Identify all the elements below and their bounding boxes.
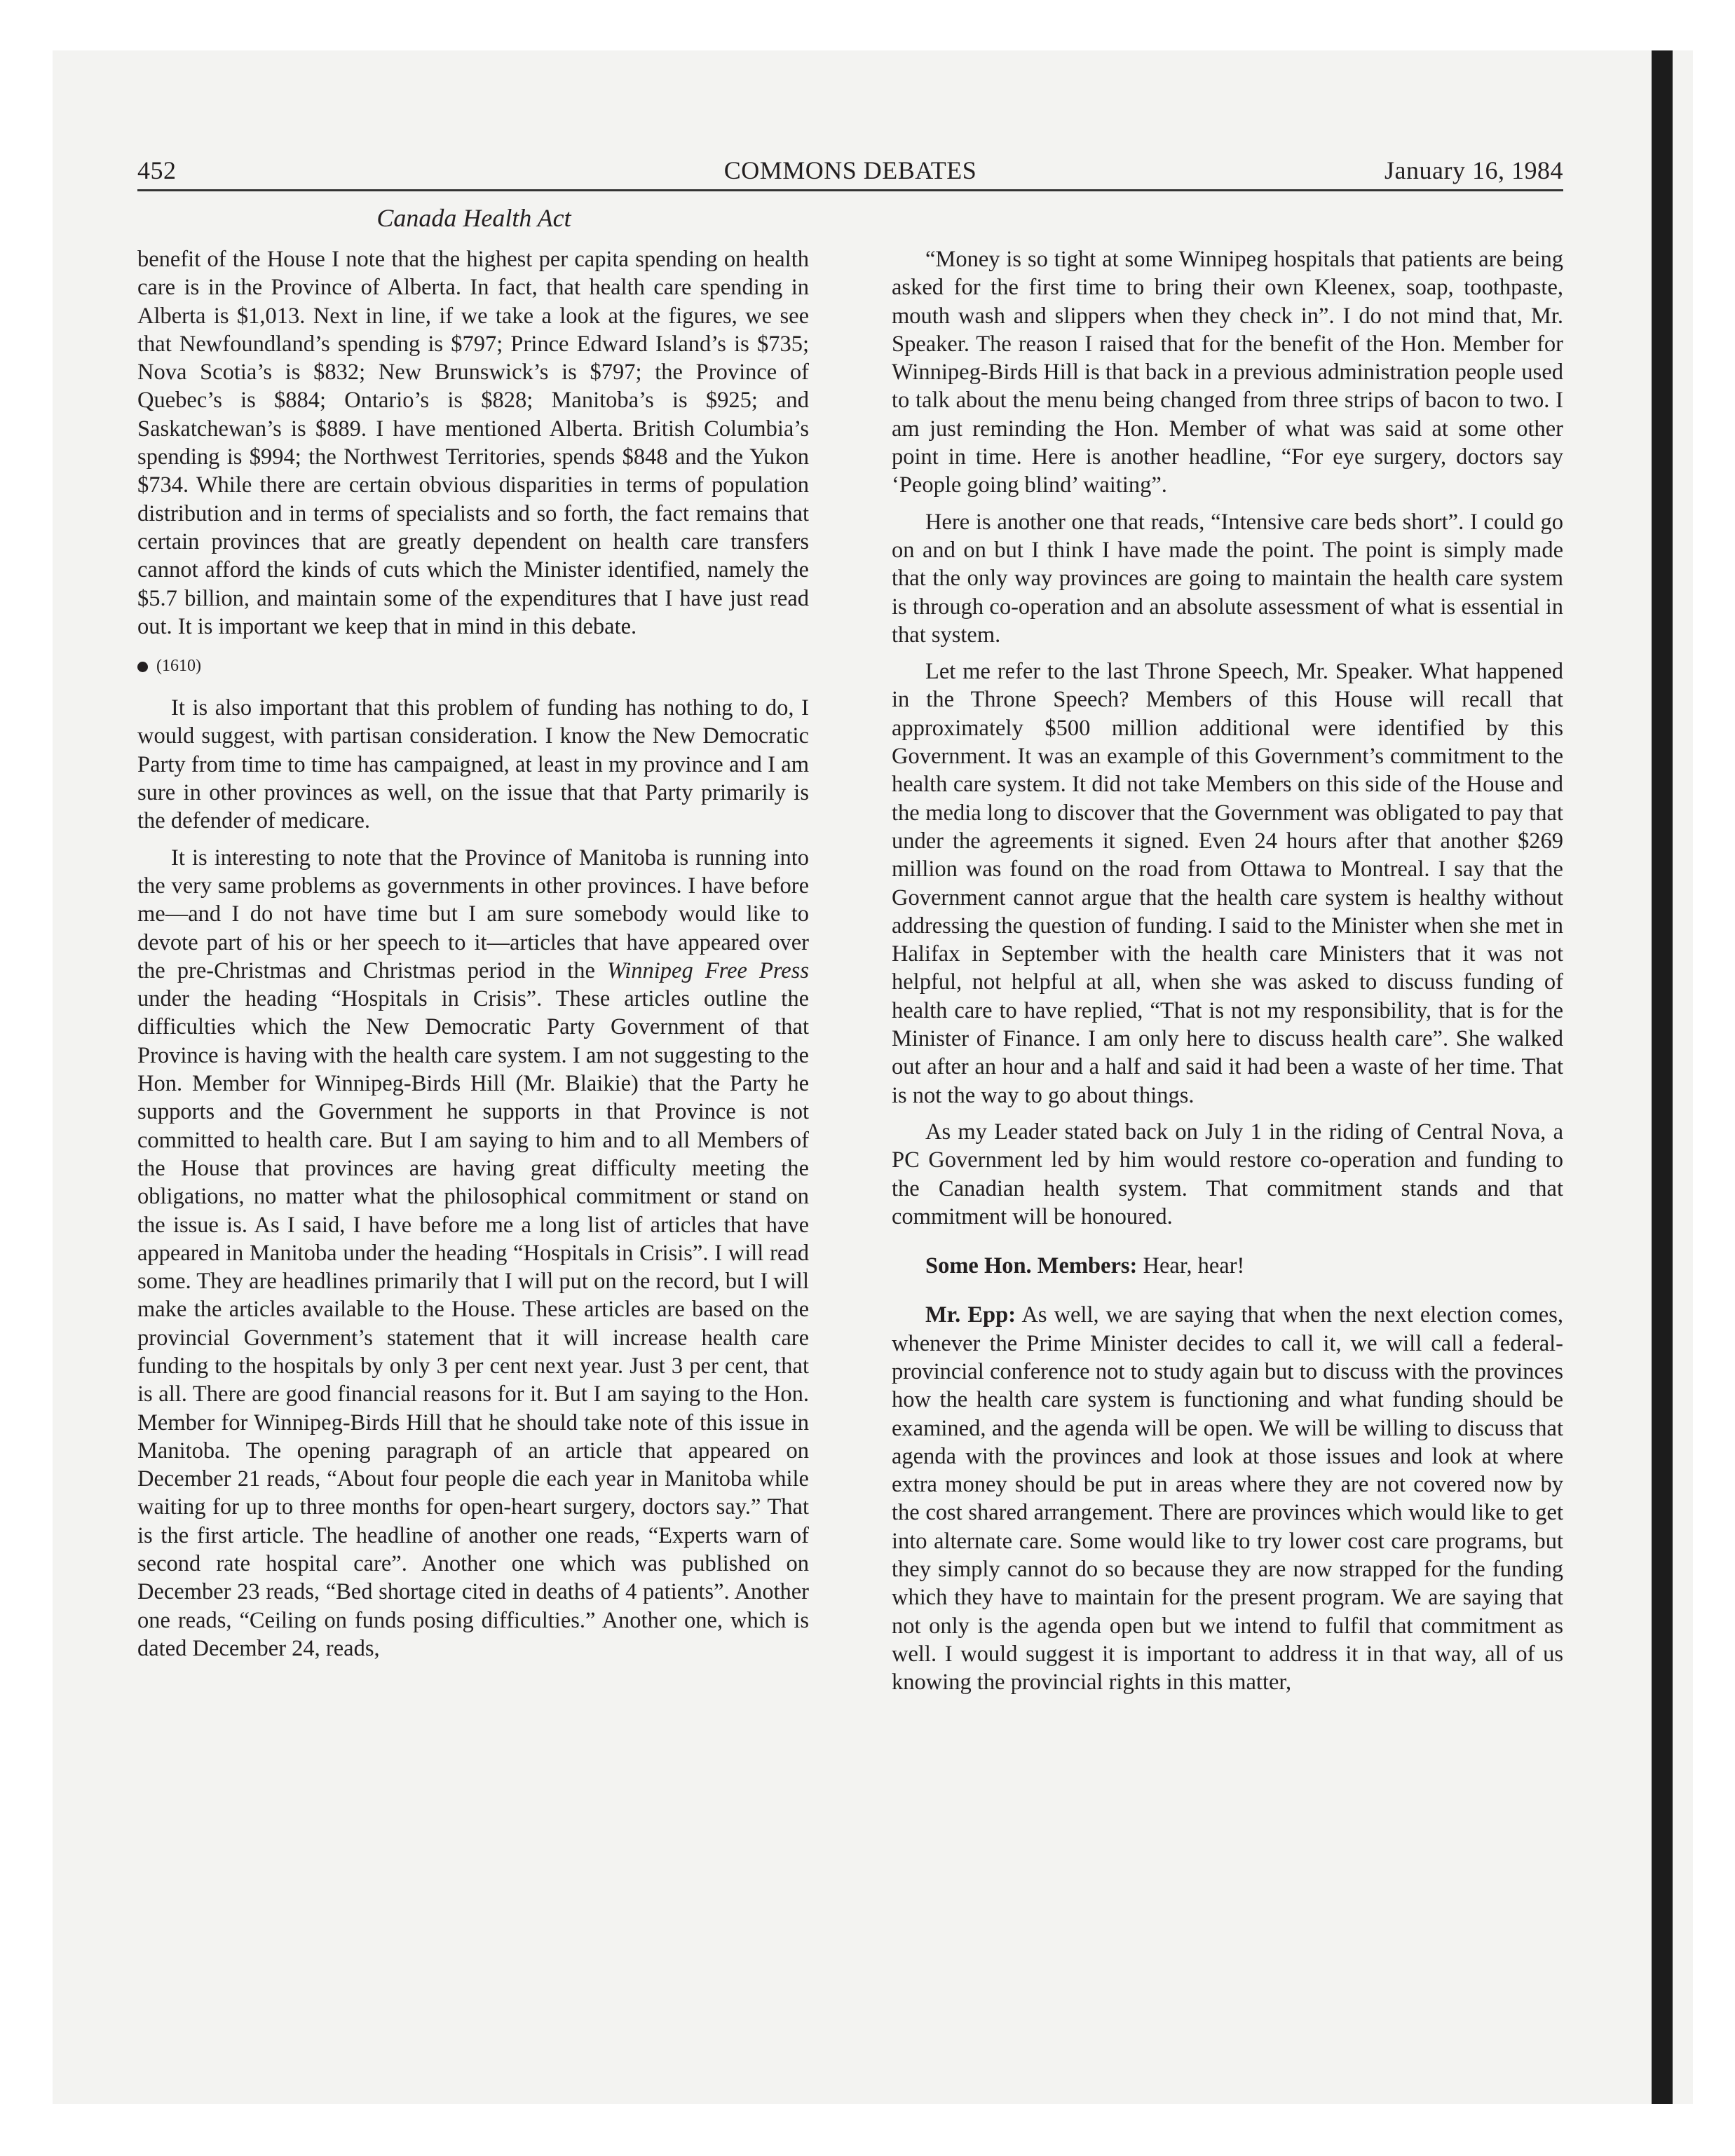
speaker-name: Some Hon. Members: bbox=[925, 1253, 1138, 1279]
page-number: 452 bbox=[137, 156, 177, 184]
paragraph bbox=[137, 844, 809, 1663]
header-rule bbox=[137, 189, 1563, 191]
debate-subject: Canada Health Act bbox=[376, 204, 571, 232]
paragraph: As my Leader stated back on July 1 in the riding of Central Nova, a PC Government led by him would restore co-operation and funding to the Canadian health system. That commitment stands and that commitment will be honoured. bbox=[892, 1119, 1563, 1229]
speaker-name: Mr. Epp: bbox=[925, 1302, 1016, 1328]
paragraph: “Money is so tight at some Winnipeg hospitals that patients are being asked for the first time to bring their own Kleenex, soap, toothpaste, mouth wash and slippers when they check in”. I do not mind that, Mr. Speaker. The reason I raised that for the benefit of the Hon. Member for Winnipeg-Birds Hill is that back in a previous administration people used to talk about the menu being changed from three strips of bacon to two. I am just reminding the Hon. Member of what was said at some other point in time. Here is another headline, “For eye surgery, doctors say ‘People going blind’ waiting”. bbox=[892, 247, 1563, 498]
speech bbox=[892, 1301, 1563, 1696]
interjection-text: Hear, hear! bbox=[1137, 1253, 1245, 1279]
page-date: January 16, 1984 bbox=[1384, 156, 1563, 184]
scan-edge-bar bbox=[1652, 50, 1673, 2104]
interjection bbox=[892, 1252, 1563, 1280]
paragraph-text: It is interesting to note that the Province of Manitoba is running into the very same problems as governments in other provinces. I have before me—and I do not have time but I am sure somebody would like to devote part of his or her speech to it—articles that have appeared over the pre-Christmas and Christmas period in the bbox=[137, 845, 809, 983]
time-marker bbox=[137, 652, 809, 680]
paragraph: benefit of the House I note that the highest per capita spending on health care is in the Province of Alberta. In fact, that health care spending in Alberta is $1,013. Next in line, if we take a look at the figures, we see that Newfoundland’s spending is $797; Prince Edward Island’s is $735; Nova Scotia’s is $832; New Brunswick’s is $797; the Province of Quebec’s is $884; Ontario’s is $828; Manitoba’s is $925; and Saskatchewan’s is $889. I have mentioned Alberta. British Columbia’s spending is $994; the Northwest Territories, spends $848 and the Yukon $734. While there are certain obvious disparities in terms of population distribution and in terms of specialists and so forth, the fact remains that certain provinces that are greatly dependent on health care transfers cannot afford the kinds of cuts which the Minister identified, namely the $5.7 billion, and maintain some of the expenditures that I have just read out. It is important we keep that in mind in this debate. bbox=[137, 247, 809, 639]
paragraph: Here is another one that reads, “Intensive care beds short”. I could go on and on but I think I have made the point. The point is simply made that the only way provinces are going to maintain the health care system is through co-operation and an absolute assessment of what is essential in that system. bbox=[892, 509, 1563, 648]
publication-title: COMMONS DEBATES bbox=[723, 156, 977, 184]
speech-text: As well, we are saying that when the next election comes, whenever the Prime Minister decides to call it, we will call a federal-provincial conference not to study again but to discuss with the provinces how the health care system is functioning and what funding should be examined, and the agenda will be open. We will be willing to discuss that agenda with the provinces and look at those issues and look at where extra money should be put in areas where they are not covered now by the cost shared arrangement. There are provinces which would like to get into alternate care. Some would like to try lower cost care programs, but they simply cannot do so because they are now strapped for the funding which they have to maintain for the present program. We are saying that not only is the agenda open but we intend to fulfil that commitment as well. I would suggest it is important to address it in that way, all of us knowing the provincial rights in this matter, bbox=[892, 1302, 1563, 1696]
bullet-icon bbox=[137, 662, 148, 672]
paragraph-text: under the heading “Hospitals in Crisis”. These articles outline the difficulties which the New Democratic Party Government of that Province is having with the health care system. I am not suggesting to the Hon. Member for Winnipeg-Birds Hill (Mr. Blaikie) that the Party he supports and the Government he supports in that Province is not committed to health care. But I am saying to him and to all Members of the House that provinces are having great difficulty meeting the obligations, no matter what the philosophical commitment or stand on the issue is. As I said, I have before me a long list of articles that have appeared in Manitoba under the heading “Hospitals in Crisis”. I will read some. They are headlines primarily that I will put on the record, but I will make the articles available to the House. These articles are based on the provincial Government’s statement that it will increase health care funding to the hospitals by only 3 per cent next year. Just 3 per cent, that is all. There are good financial reasons for it. But I am saying to the Hon. Member for Winnipeg-Birds Hill that he should take note of this issue in Manitoba. The opening paragraph of an article that appeared on December 21 reads, “About four people die each year in Manitoba while waiting for up to three months for open-heart surgery, doctors say.” That is the first article. The headline of another one reads, “Experts warn of second rate hospital care”. Another one which was published on December 23 reads, “Bed shortage cited in deaths of 4 patients”. Another one reads, “Ceiling on funds posing difficulties.” Another one, which is dated December 24, reads, bbox=[137, 986, 809, 1661]
time-marker-text: (1610) bbox=[156, 657, 201, 676]
page-header bbox=[137, 156, 1563, 192]
paragraph: It is also important that this problem of funding has nothing to do, I would suggest, with partisan consideration. I know the New Democratic Party from time to time has campaigned, at least in my province and I am sure in other provinces as well, on the issue that that Party primarily is the defender of medicare. bbox=[137, 695, 809, 834]
right-column bbox=[892, 245, 1563, 1697]
left-column bbox=[137, 245, 809, 1663]
newspaper-title: Winnipeg Free Press bbox=[606, 957, 809, 983]
paragraph: Let me refer to the last Throne Speech, Mr. Speaker. What happened in the Throne Speech? Members of this House will recall that approximately $500 million additional were identified by this Government. It was an example of this Government’s commitment to the health care system. It did not take Members on this side of the House and the media long to discover that the Government was obligated to pay that under the agreements it signed. Even 24 hours after that another $269 million was found on the road from Ottawa to Montreal. I say that the Government cannot argue that the health care system is healthy without addressing the question of funding. I said to the Minister when she met in Halifax in September with the health care Ministers that it was not helpful, not helpful at all, when she was asked to discuss funding of health care to have replied, “That is not my responsibility, that is for the Minister of Finance. I am only here to discuss health care”. She walked out after an hour and a half and said it had been a waste of her time. That is not the way to go about things. bbox=[892, 659, 1563, 1108]
